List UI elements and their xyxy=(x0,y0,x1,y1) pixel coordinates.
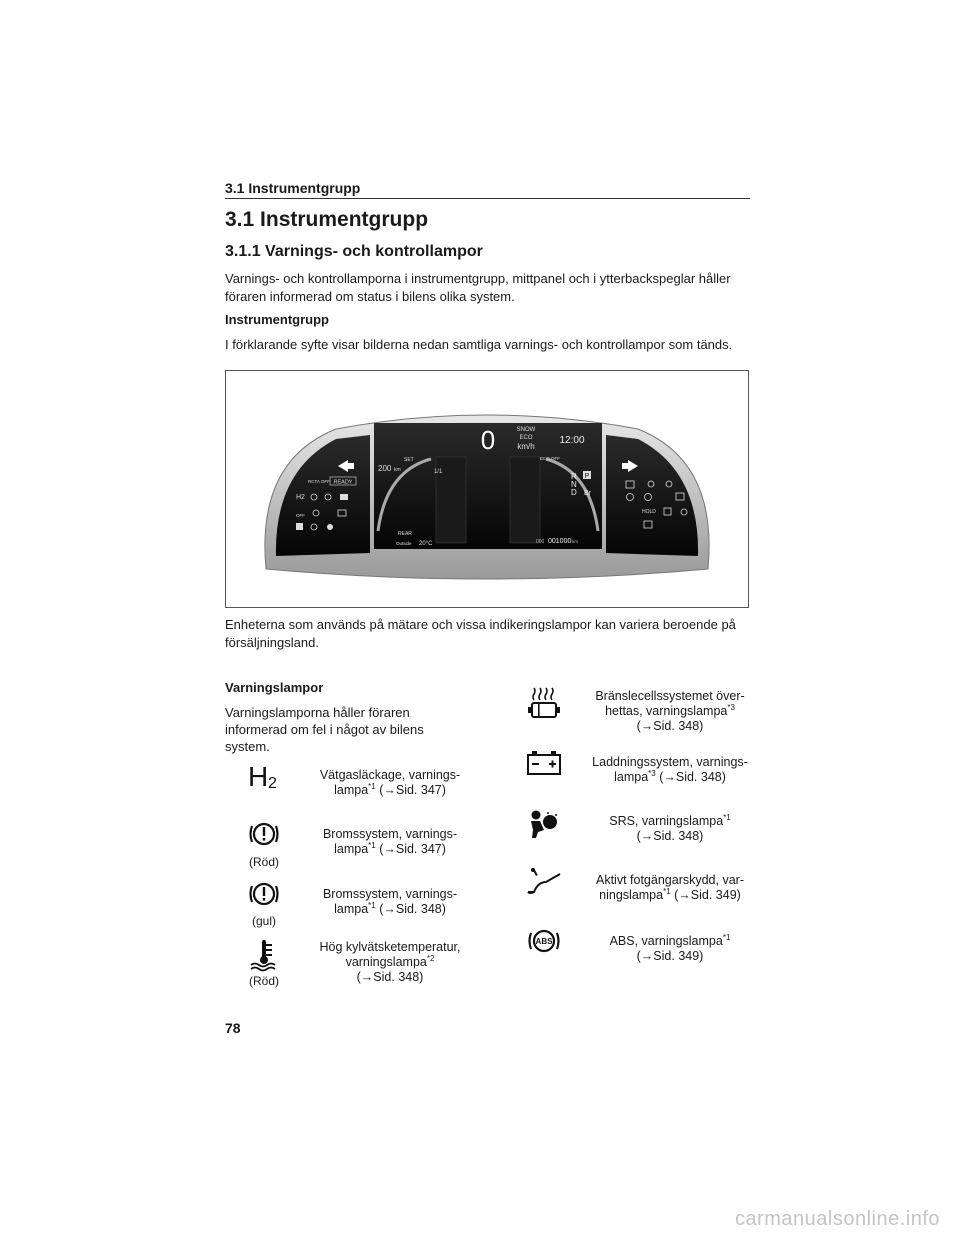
brake-yellow-icon xyxy=(248,878,280,915)
left-item-4: Hög kylvätsketemperatur, varningslampa$^{*2}$ (→Sid. 348) xyxy=(319,940,461,984)
cluster-svg xyxy=(226,371,748,607)
pedestrian-protection-icon xyxy=(526,866,562,901)
right-item-3: SRS, varningslampa$^{*1}$ (→Sid. 348) xyxy=(609,812,731,843)
h2-indicator: H2 xyxy=(296,494,305,501)
svg-text:2: 2 xyxy=(268,775,277,790)
right-item-2: Laddningssystem, varnings- lampa$^{*3}$ (→Sid. 348) xyxy=(592,755,748,784)
off-label: OFF xyxy=(296,513,305,518)
brake-red-icon xyxy=(248,818,280,855)
gear-p: P xyxy=(584,473,590,480)
coolant-note: (Röd) xyxy=(248,974,279,988)
odometer-prefix: 000 xyxy=(536,539,545,545)
note-line-1: Enheterna som används på mätare och vissa indikeringslampor kan variera beroende på xyxy=(225,617,736,632)
ratio: 1/1 xyxy=(434,469,443,475)
gear-br: Br xyxy=(584,490,591,497)
cluster-illustration xyxy=(225,370,749,608)
warnings-heading: Varningslampor xyxy=(225,680,324,695)
left-item-2: Bromssystem, varnings- lampa$^{*1}$ (→Sid. 347) xyxy=(322,827,458,856)
brake-yellow-note: (gul) xyxy=(251,914,276,928)
rear-label: REAR xyxy=(398,531,412,537)
hold-indicator: HOLD xyxy=(642,509,656,515)
explain-paragraph: I förklarande syfte visar bilderna nedan samtliga varnings- och kontrollampor som tänds. xyxy=(225,337,733,352)
right-item-1: Bränslecellssystemet över- hettas, varningslampa$^{*3}$ (→Sid. 348) xyxy=(595,689,745,733)
right-item-5: ABS, varningslampa$^{*1}$ (→Sid. 349) xyxy=(609,932,731,963)
fuel-cell-overheat-icon xyxy=(526,686,562,725)
range-unit: km xyxy=(394,467,401,473)
mode-eco: ECO xyxy=(519,435,533,441)
srs-airbag-icon xyxy=(526,808,560,845)
brake-red-note: (Röd) xyxy=(248,855,279,869)
speed-readout: 0 xyxy=(480,425,496,455)
speed-unit: km/h xyxy=(517,442,535,451)
hydrogen-leak-icon xyxy=(248,760,280,795)
abs-icon-text: ABS xyxy=(535,937,553,946)
outside-temp: 20°C xyxy=(419,541,433,547)
clock: 12:00 xyxy=(559,435,585,446)
odometer: 001000 xyxy=(548,538,572,545)
header-rule xyxy=(225,198,750,199)
running-head: 3.1 Instrumentgrupp xyxy=(225,180,361,196)
rcta-off: RCTA OFF xyxy=(308,479,330,484)
right-item-4: Aktivt fotgängarskydd, var- ningslampa$^{*1}$ (→Sid. 349) xyxy=(596,873,744,902)
note-paragraph xyxy=(225,616,750,652)
left-item-3: Bromssystem, varnings- lampa$^{*1}$ (→Sid. 348) xyxy=(322,887,458,916)
charging-system-icon xyxy=(526,750,562,781)
gear-n: N xyxy=(571,480,577,489)
left-item-1: Vätgasläckage, varnings- lampa$^{*1}$ (→Sid. 347) xyxy=(319,768,461,797)
range-value: 200 xyxy=(378,464,392,473)
note-line-2: försäljningsland. xyxy=(225,635,319,650)
intro-line-2: föraren informerad om status i bilens olika system. xyxy=(225,289,515,304)
eco-off: ECO OFF xyxy=(540,456,560,461)
ready-indicator: READY xyxy=(333,479,353,486)
fuel-mini-icon xyxy=(296,523,303,530)
svg-text:H: H xyxy=(248,761,269,790)
page-title: 3.1 Instrumentgrupp xyxy=(225,208,429,231)
page-number: 78 xyxy=(225,1020,241,1036)
outside-label: Outside xyxy=(396,541,412,546)
watermark: carmanualsonline.info xyxy=(734,1208,940,1230)
gear-d: D xyxy=(571,488,577,497)
warnings-intro: Varningslamporna håller föraren informerad om fel i något av bilens system. xyxy=(225,705,424,754)
mode-snow: SNOW xyxy=(516,427,536,433)
beam-mini-icon xyxy=(340,494,348,500)
srs-mini-icon xyxy=(327,524,333,530)
odometer-unit: km xyxy=(572,539,578,544)
abs-icon xyxy=(526,926,562,961)
section-subtitle: 3.1.1 Varnings- och kontrollampor xyxy=(225,243,483,260)
intro-paragraph xyxy=(225,270,750,306)
section-label: Instrumentgrupp xyxy=(225,312,329,327)
coolant-temperature-icon xyxy=(248,938,280,977)
intro-line-1: Varnings- och kontrollamporna i instrumentgrupp, mittpanel och i ytterbackspeglar håller xyxy=(225,271,731,286)
set-label: SET xyxy=(404,457,414,463)
gear-r: R xyxy=(571,472,577,481)
